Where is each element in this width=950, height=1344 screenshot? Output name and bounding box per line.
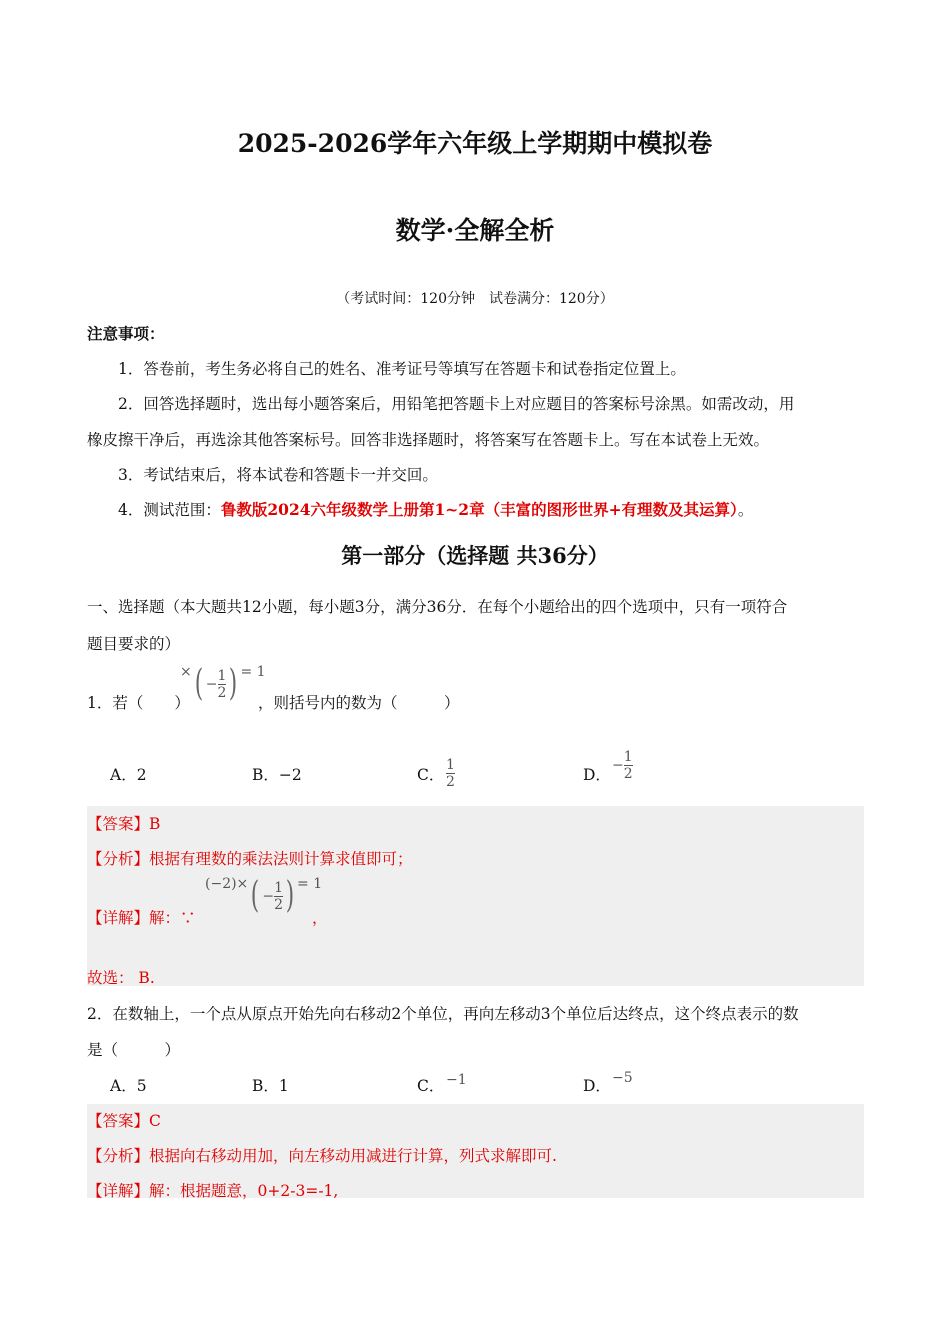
exam-title: 2025-2026学年六年级上学期期中模拟卷 [237, 129, 713, 158]
q1-option-d-minus: − [612, 757, 624, 774]
q2-answer-value: C [149, 1112, 161, 1130]
left-paren: ( [194, 663, 203, 704]
q1-answer-value: B [149, 815, 161, 833]
q1-conclusion: 故选： B. [87, 969, 155, 987]
notice-item-4-suffix: 。 [737, 501, 754, 519]
notice-item-1: 1．答卷前，考生务必将自己的姓名、准考证号等填写在答题卡和试卷指定位置上。 [118, 360, 686, 378]
q2-detail-text: 解：根据题意，0+2-3=-1, [149, 1182, 339, 1200]
section-desc-line1: 一、选择题（本大题共12小题，每小题3分，满分36分．在每个小题给出的四个选项中，只有一项符合 [87, 598, 788, 616]
q1-analysis [87, 847, 413, 869]
q1-answer-label: 【答案】 [87, 815, 150, 833]
q1-analysis-text: 根据有理数的乘法法则计算求值即可； [149, 850, 413, 868]
q1-detail-label-line [87, 906, 196, 928]
q2-analysis [87, 1144, 557, 1166]
q1-detail-eq: = 1 [297, 876, 323, 892]
q1-detail-num: 1 [274, 879, 283, 896]
section-desc-line2: 题目要求的） [87, 635, 181, 653]
right-paren: ) [229, 663, 238, 704]
q1-answer-box [87, 806, 864, 986]
q1-times: × [180, 664, 192, 680]
notice-heading: 注意事项： [87, 324, 165, 343]
q1-fraction [218, 669, 227, 700]
q1-option-c-den: 2 [446, 774, 455, 790]
q1-stem-prefix: 1．若（ ） [87, 694, 190, 712]
section-title: 第一部分（选择题 共36分） [341, 543, 609, 568]
q2-stem-line1: 2．在数轴上，一个点从原点开始先向右移动2个单位，再向左移动3个单位后达终点，这个终点表示的数 [87, 1005, 799, 1023]
q2-option-c: −1 [446, 1072, 467, 1088]
q1-option-d-num: 1 [623, 749, 633, 765]
test-range: 鲁教版2024六年级数学上册第1~2章（丰富的图形世界+有理数及其运算） [220, 500, 738, 519]
notice-item-4-prefix: 4．测试范围： [118, 501, 221, 519]
detail-right-paren: ) [285, 875, 295, 916]
q1-answer [87, 812, 160, 834]
q1-option-a: A．2 [110, 766, 147, 784]
q1-detail-left: (−2)× [205, 876, 249, 892]
q2-answer-label: 【答案】 [87, 1112, 150, 1130]
q1-eq: = 1 [240, 664, 266, 680]
q1-option-d-fraction [624, 750, 633, 781]
q1-stem-formula [180, 664, 266, 708]
q1-option-c-num: 1 [446, 757, 455, 773]
q1-option-c-label: C． [417, 766, 445, 784]
q2-option-d: −5 [612, 1070, 633, 1086]
q1-detail-label: 【详解】 [87, 909, 150, 927]
q1-stem-suffix: ，则括号内的数为（ ） [258, 694, 460, 712]
exam-time-info: （考试时间：120分钟 试卷满分：120分） [336, 291, 614, 307]
q2-analysis-label: 【分析】 [87, 1147, 150, 1165]
q1-detail-prefix: 解：∵ [149, 909, 196, 927]
q2-answer [87, 1109, 161, 1131]
q1-detail-den: 2 [274, 896, 283, 913]
q1-detail-minus: − [262, 888, 275, 905]
q1-minus: − [205, 676, 218, 693]
q2-stem-line2: 是（ ） [87, 1041, 181, 1059]
q1-option-b: B．−2 [252, 766, 302, 784]
q1-detail-formula [205, 876, 322, 920]
q2-detail-label: 【详解】 [87, 1182, 150, 1200]
notice-item-4 [118, 498, 753, 520]
q2-option-c-label: C． [417, 1077, 445, 1095]
q2-option-b: B．1 [252, 1077, 289, 1095]
q2-analysis-text: 根据向右移动用加，向左移动用减进行计算，列式求解即可. [149, 1147, 557, 1165]
q1-option-d-den: 2 [623, 766, 633, 782]
q1-option-c-fraction [446, 758, 455, 789]
q1-fraction-num: 1 [217, 667, 227, 684]
q1-detail-suffix: ， [312, 909, 328, 927]
detail-left-paren: ( [251, 875, 260, 916]
q1-option-d [612, 750, 633, 781]
q1-fraction-den: 2 [217, 684, 227, 701]
q2-option-a: A．5 [110, 1077, 147, 1095]
q1-detail-fraction [274, 881, 283, 912]
q1-option-d-label: D． [583, 766, 611, 784]
notice-item-3: 3．考试结束后，将本试卷和答题卡一并交回。 [118, 466, 438, 484]
notice-item-2-line2: 橡皮擦干净后，再选涂其他答案标号。回答非选择题时，将答案写在答题卡上。写在本试卷上无效。 [87, 431, 770, 449]
exam-subtitle: 数学·全解全析 [395, 216, 555, 245]
notice-item-2-line1: 2．回答选择题时，选出每小题答案后，用铅笔把答题卡上对应题目的答案标号涂黑。如需改动，用 [118, 395, 795, 413]
q1-analysis-label: 【分析】 [87, 850, 150, 868]
q1-option-c [446, 758, 455, 789]
q2-option-d-label: D． [583, 1077, 611, 1095]
q2-detail [87, 1179, 338, 1201]
